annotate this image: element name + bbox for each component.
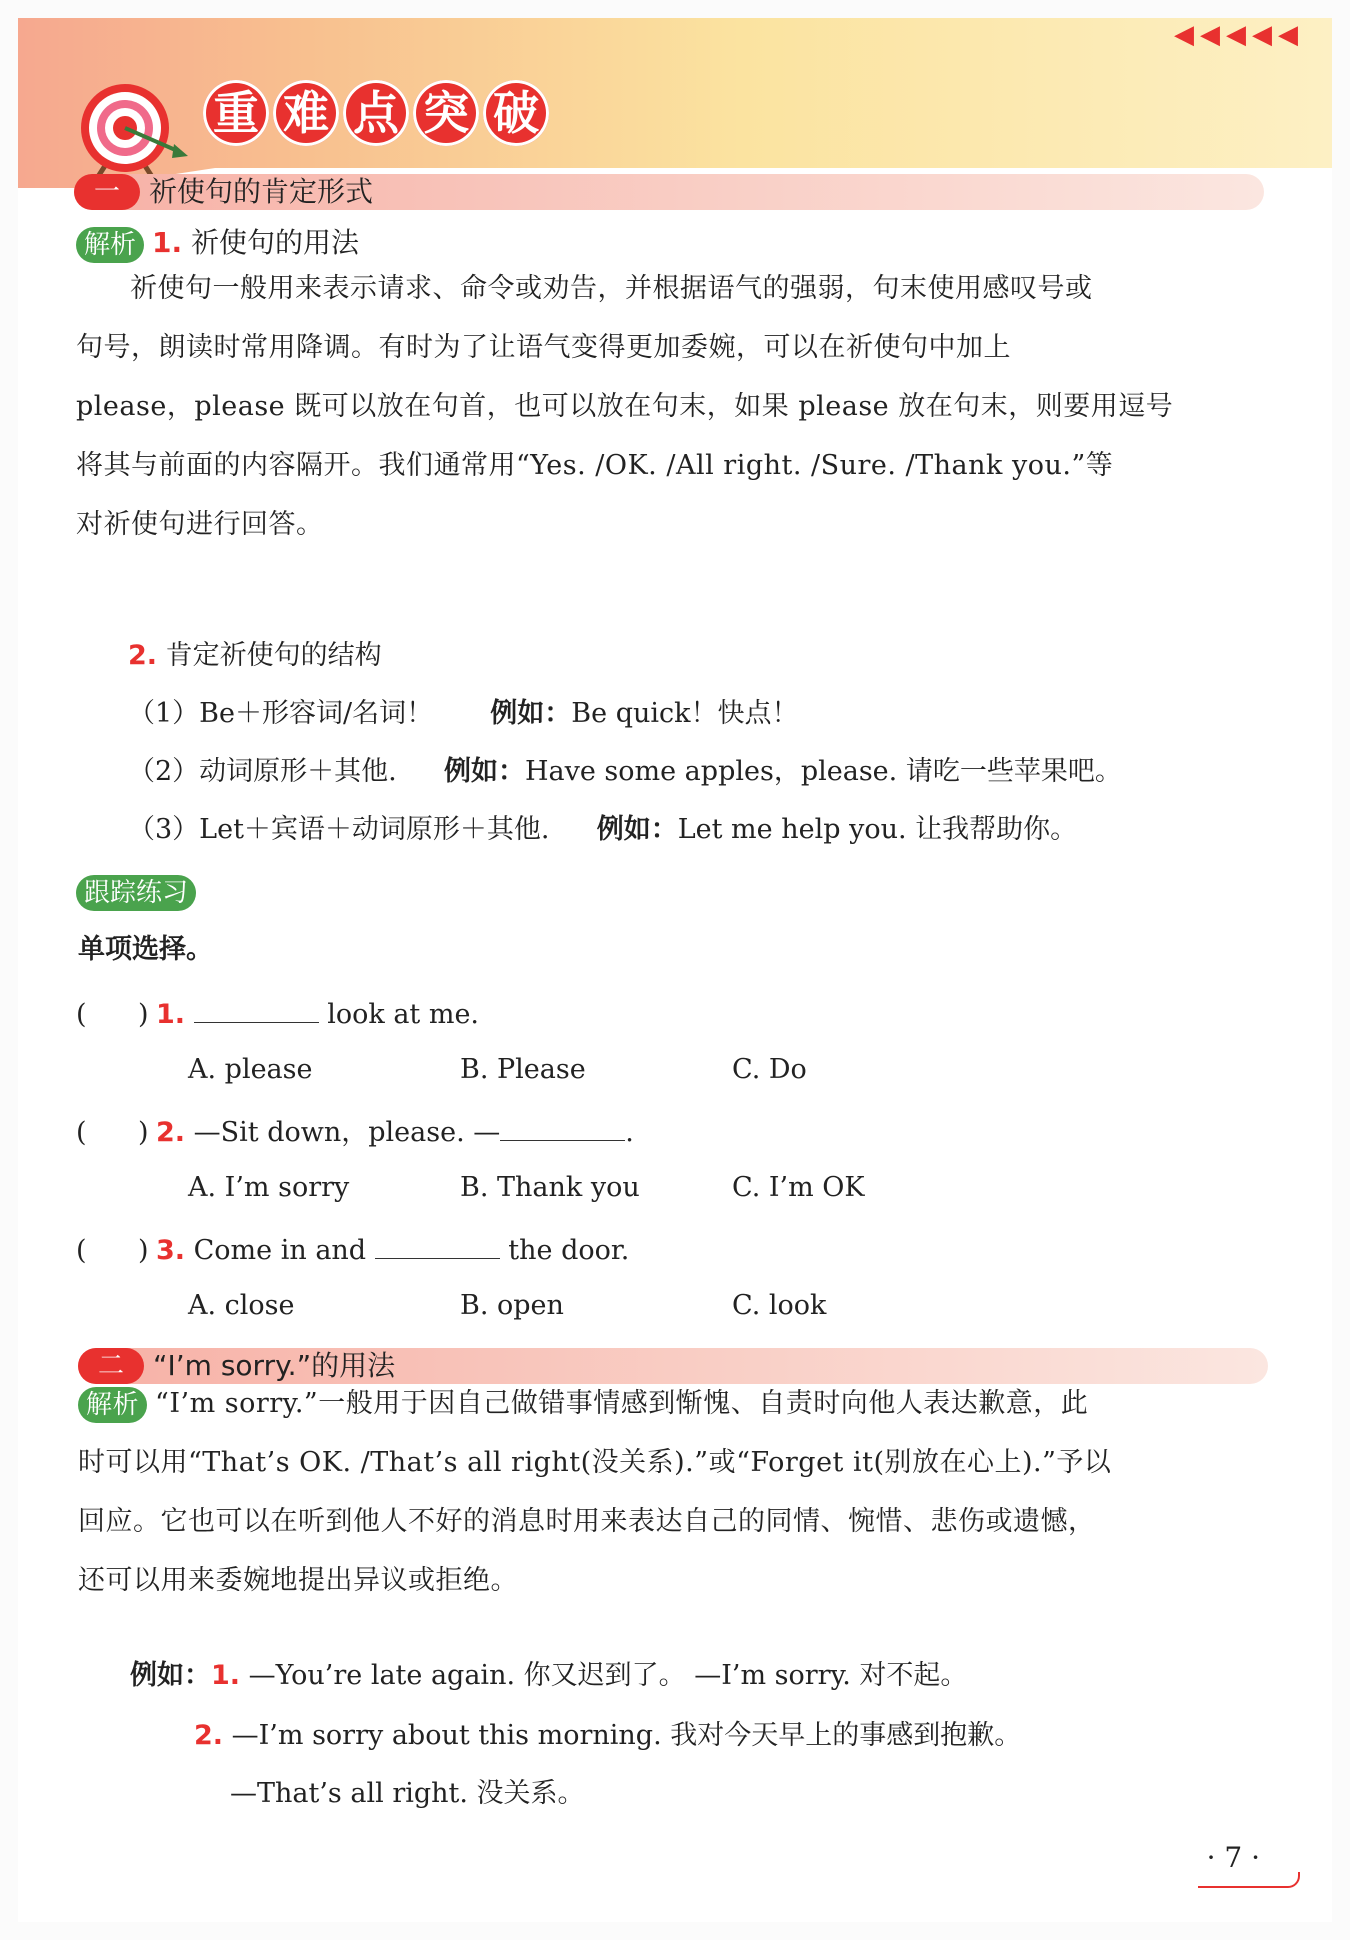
section-1-paragraph: 祈使句一般用来表示请求、命令或劝告，并根据语气的强弱，句末使用感叹号或 句号，朗读时常用降调。有时为了让语气变得更加委婉，可以在祈使句中加上 please，please 既可以放在句首，也可以放在句末，如果 please 放在句末，则要用逗号 将其与前面的内容隔开。我们通常用“Yes. /OK. /All right. /Sure. /Thank you.”等 对祈使句进行回答。: [76, 273, 1174, 540]
page-number-underline: [1198, 1872, 1300, 1888]
structure-3: （3）Let＋宾语＋动词原形＋其他. 例如：Let me help you. 让我帮助你。: [128, 814, 1078, 845]
section-2-example-2-reply: —That’s all right. 没关系。: [230, 1778, 585, 1809]
analysis-tag: 解析: [76, 227, 144, 263]
section-2-paragraph: 解析 “I’m sorry.”一般用于因自己做错事情感到惭愧、自责时向他人表达歉意，此 时可以用“That’s OK. /That’s all right(没关系).”或“Forget it(别放在心上).”予以 回应。它也可以在听到他人不好的消息时用来表达自己的同情、惋惜、悲伤或遗憾， 还可以用来委婉地提出异议或拒绝。: [78, 1388, 1112, 1596]
structure-1: （1）Be＋形容词/名词！ 例如：Be quick！快点！: [128, 698, 799, 729]
question-3-option-a[interactable]: A. close: [188, 1290, 295, 1321]
structure-heading: 2. 肯定祈使句的结构: [128, 640, 382, 671]
question-2: ( ) 2. —Sit down，please. — .: [76, 1112, 634, 1151]
question-3-option-b[interactable]: B. open: [460, 1290, 564, 1321]
analysis-tag: 解析: [78, 1387, 147, 1423]
page-number: · 7 ·: [1206, 1841, 1260, 1874]
practice-tag: 跟踪练习: [76, 875, 196, 911]
question-1-option-a[interactable]: A. please: [188, 1054, 313, 1085]
answer-bracket[interactable]: ( ): [76, 999, 149, 1030]
section-1-analysis-heading: 解析 1. 祈使句的用法: [76, 225, 359, 263]
section-2-example-2: 2. —I’m sorry about this morning. 我对今天早上的事感到抱歉。: [194, 1720, 1022, 1751]
question-2-option-a[interactable]: A. I’m sorry: [188, 1172, 350, 1203]
question-1-option-c[interactable]: C. Do: [732, 1054, 807, 1085]
answer-blank[interactable]: [500, 1112, 625, 1141]
question-2-option-c[interactable]: C. I’m OK: [732, 1172, 865, 1203]
question-3: ( ) 3. Come in and the door.: [76, 1230, 629, 1269]
practice-heading: 单项选择。: [78, 934, 213, 965]
section-2-example-1: 例如：1. —You’re late again. 你又迟到了。 —I’m sorry. 对不起。: [130, 1660, 968, 1691]
structure-2: （2）动词原形＋其他. 例如：Have some apples，please. 请吃一些苹果吧。: [128, 756, 1122, 787]
question-2-option-b[interactable]: B. Thank you: [460, 1172, 640, 1203]
arrows-decoration: ◀◀◀◀◀: [1174, 20, 1304, 50]
page: [18, 18, 1332, 1922]
answer-bracket[interactable]: ( ): [76, 1235, 149, 1266]
question-3-option-c[interactable]: C. look: [732, 1290, 827, 1321]
answer-blank[interactable]: [194, 994, 319, 1023]
answer-bracket[interactable]: ( ): [76, 1117, 149, 1148]
target-icon: [70, 68, 190, 188]
practice-tag-row: [76, 874, 204, 911]
page-title: 重 难 点 突 破: [203, 80, 549, 146]
section-1-bar: 一 祈使句的肯定形式: [74, 174, 1264, 210]
answer-blank[interactable]: [375, 1230, 500, 1259]
section-2-bar: 二 “I’m sorry.”的用法: [78, 1348, 1268, 1384]
question-1: ( ) 1. look at me.: [76, 994, 479, 1033]
question-1-option-b[interactable]: B. Please: [460, 1054, 586, 1085]
